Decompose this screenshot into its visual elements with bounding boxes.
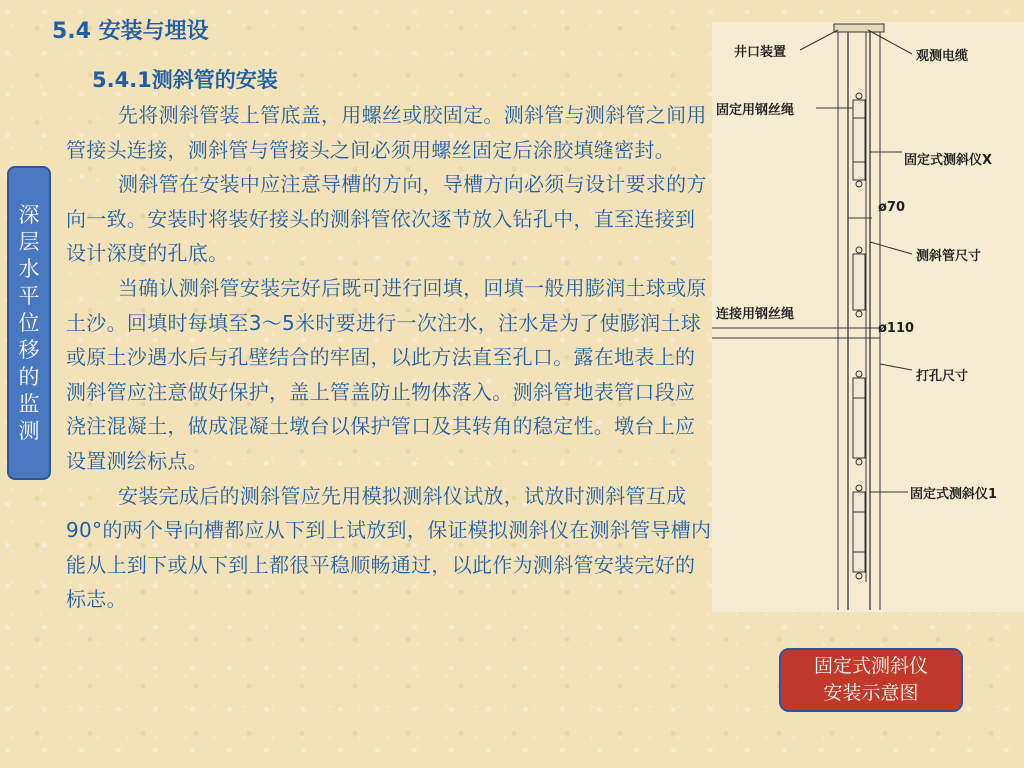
body-text xyxy=(66,98,712,617)
label-inclinometer-x: 固定式测斜仪X xyxy=(904,153,993,168)
probe-middle-body xyxy=(853,254,865,310)
side-tab-char: 平 xyxy=(18,283,40,308)
probe-lower-body xyxy=(853,378,865,458)
side-tab-char: 位 xyxy=(18,310,40,335)
label-hole-size: 打孔尺寸 xyxy=(916,369,969,384)
side-tab-char: 深 xyxy=(18,202,40,227)
leader-line xyxy=(800,30,838,50)
wheel xyxy=(856,371,862,377)
section-title: 5.4 安装与埋设 xyxy=(52,19,209,44)
wheel xyxy=(856,181,862,187)
paragraph: 测斜管在安装中应注意导槽的方向，导槽方向必须与设计要求的方向一致。安装时将装好接头的测斜管依次逐节放入钻孔中，直至连接到设计深度的孔底。 xyxy=(66,172,707,266)
inclinometer-1-body xyxy=(853,492,865,572)
side-tab-char: 层 xyxy=(18,229,40,254)
label-fixing-rope: 固定用钢丝绳 xyxy=(716,103,795,118)
label-d110: ø110 xyxy=(878,321,915,336)
paragraph: 当确认测斜管安装完好后既可进行回填，回填一般用膨润土球或原土沙。回填时每填至3～5米时要进行一次注水，注水是为了使膨润土球或原土沙遇水后与孔壁结合的牢固，以此方法直至孔口。露在地表上的测斜管应注意做好保护，盖上管盖防止物体落入。测斜管地表管口段应浇注混凝土，做成混凝土墩台以保护管口及其转角的稳定性。墩台上应设置测绘标点。 xyxy=(66,275,707,473)
wheel xyxy=(856,459,862,465)
label-inclinometer-1: 固定式测斜仪1 xyxy=(910,487,998,502)
caption-line: 固定式测斜仪 xyxy=(813,655,928,677)
inclinometer-x-body xyxy=(853,100,865,180)
side-tab-char: 移 xyxy=(18,337,40,362)
paragraph: 安装完成后的测斜管应先用模拟测斜仪试放，试放时测斜管互成90°的两个导向槽都应从下到上试放到，保证模拟测斜仪在测斜管导槽内能从上到下或从下到上都很平稳顺畅通过，以此作为测斜管安装完好的标志。 xyxy=(66,483,712,612)
side-tab-char: 监 xyxy=(18,391,40,416)
installation-diagram xyxy=(712,22,1024,612)
figure-caption xyxy=(779,648,963,712)
paragraph: 先将测斜管装上管底盖，用螺丝或胶固定。测斜管与测斜管之间用管接头连接，测斜管与管接头之间必须用螺丝固定后涂胶填缝密封。 xyxy=(66,103,707,162)
label-cable: 观测电缆 xyxy=(916,49,969,64)
leader-line xyxy=(868,30,912,54)
label-connecting-rope: 连接用钢丝绳 xyxy=(716,307,795,322)
wheel xyxy=(856,311,862,317)
leader-line xyxy=(880,364,912,370)
wheel xyxy=(856,247,862,253)
side-tab-char: 测 xyxy=(18,418,40,443)
label-d70: ø70 xyxy=(878,200,906,215)
wellhead-cap xyxy=(834,24,884,32)
label-wellhead: 井口装置 xyxy=(734,45,787,60)
wheel xyxy=(856,485,862,491)
subsection-title: 5.4.1测斜管的安装 xyxy=(92,68,278,92)
side-tab-char: 水 xyxy=(18,256,40,281)
wheel xyxy=(856,93,862,99)
leader-line xyxy=(870,242,912,254)
side-tab[interactable] xyxy=(7,166,51,480)
wheel xyxy=(856,573,862,579)
side-tab-char: 的 xyxy=(18,364,40,389)
caption-line: 安装示意图 xyxy=(823,682,919,704)
label-tube-size: 测斜管尺寸 xyxy=(916,249,982,264)
diagram-svg xyxy=(712,22,1024,612)
